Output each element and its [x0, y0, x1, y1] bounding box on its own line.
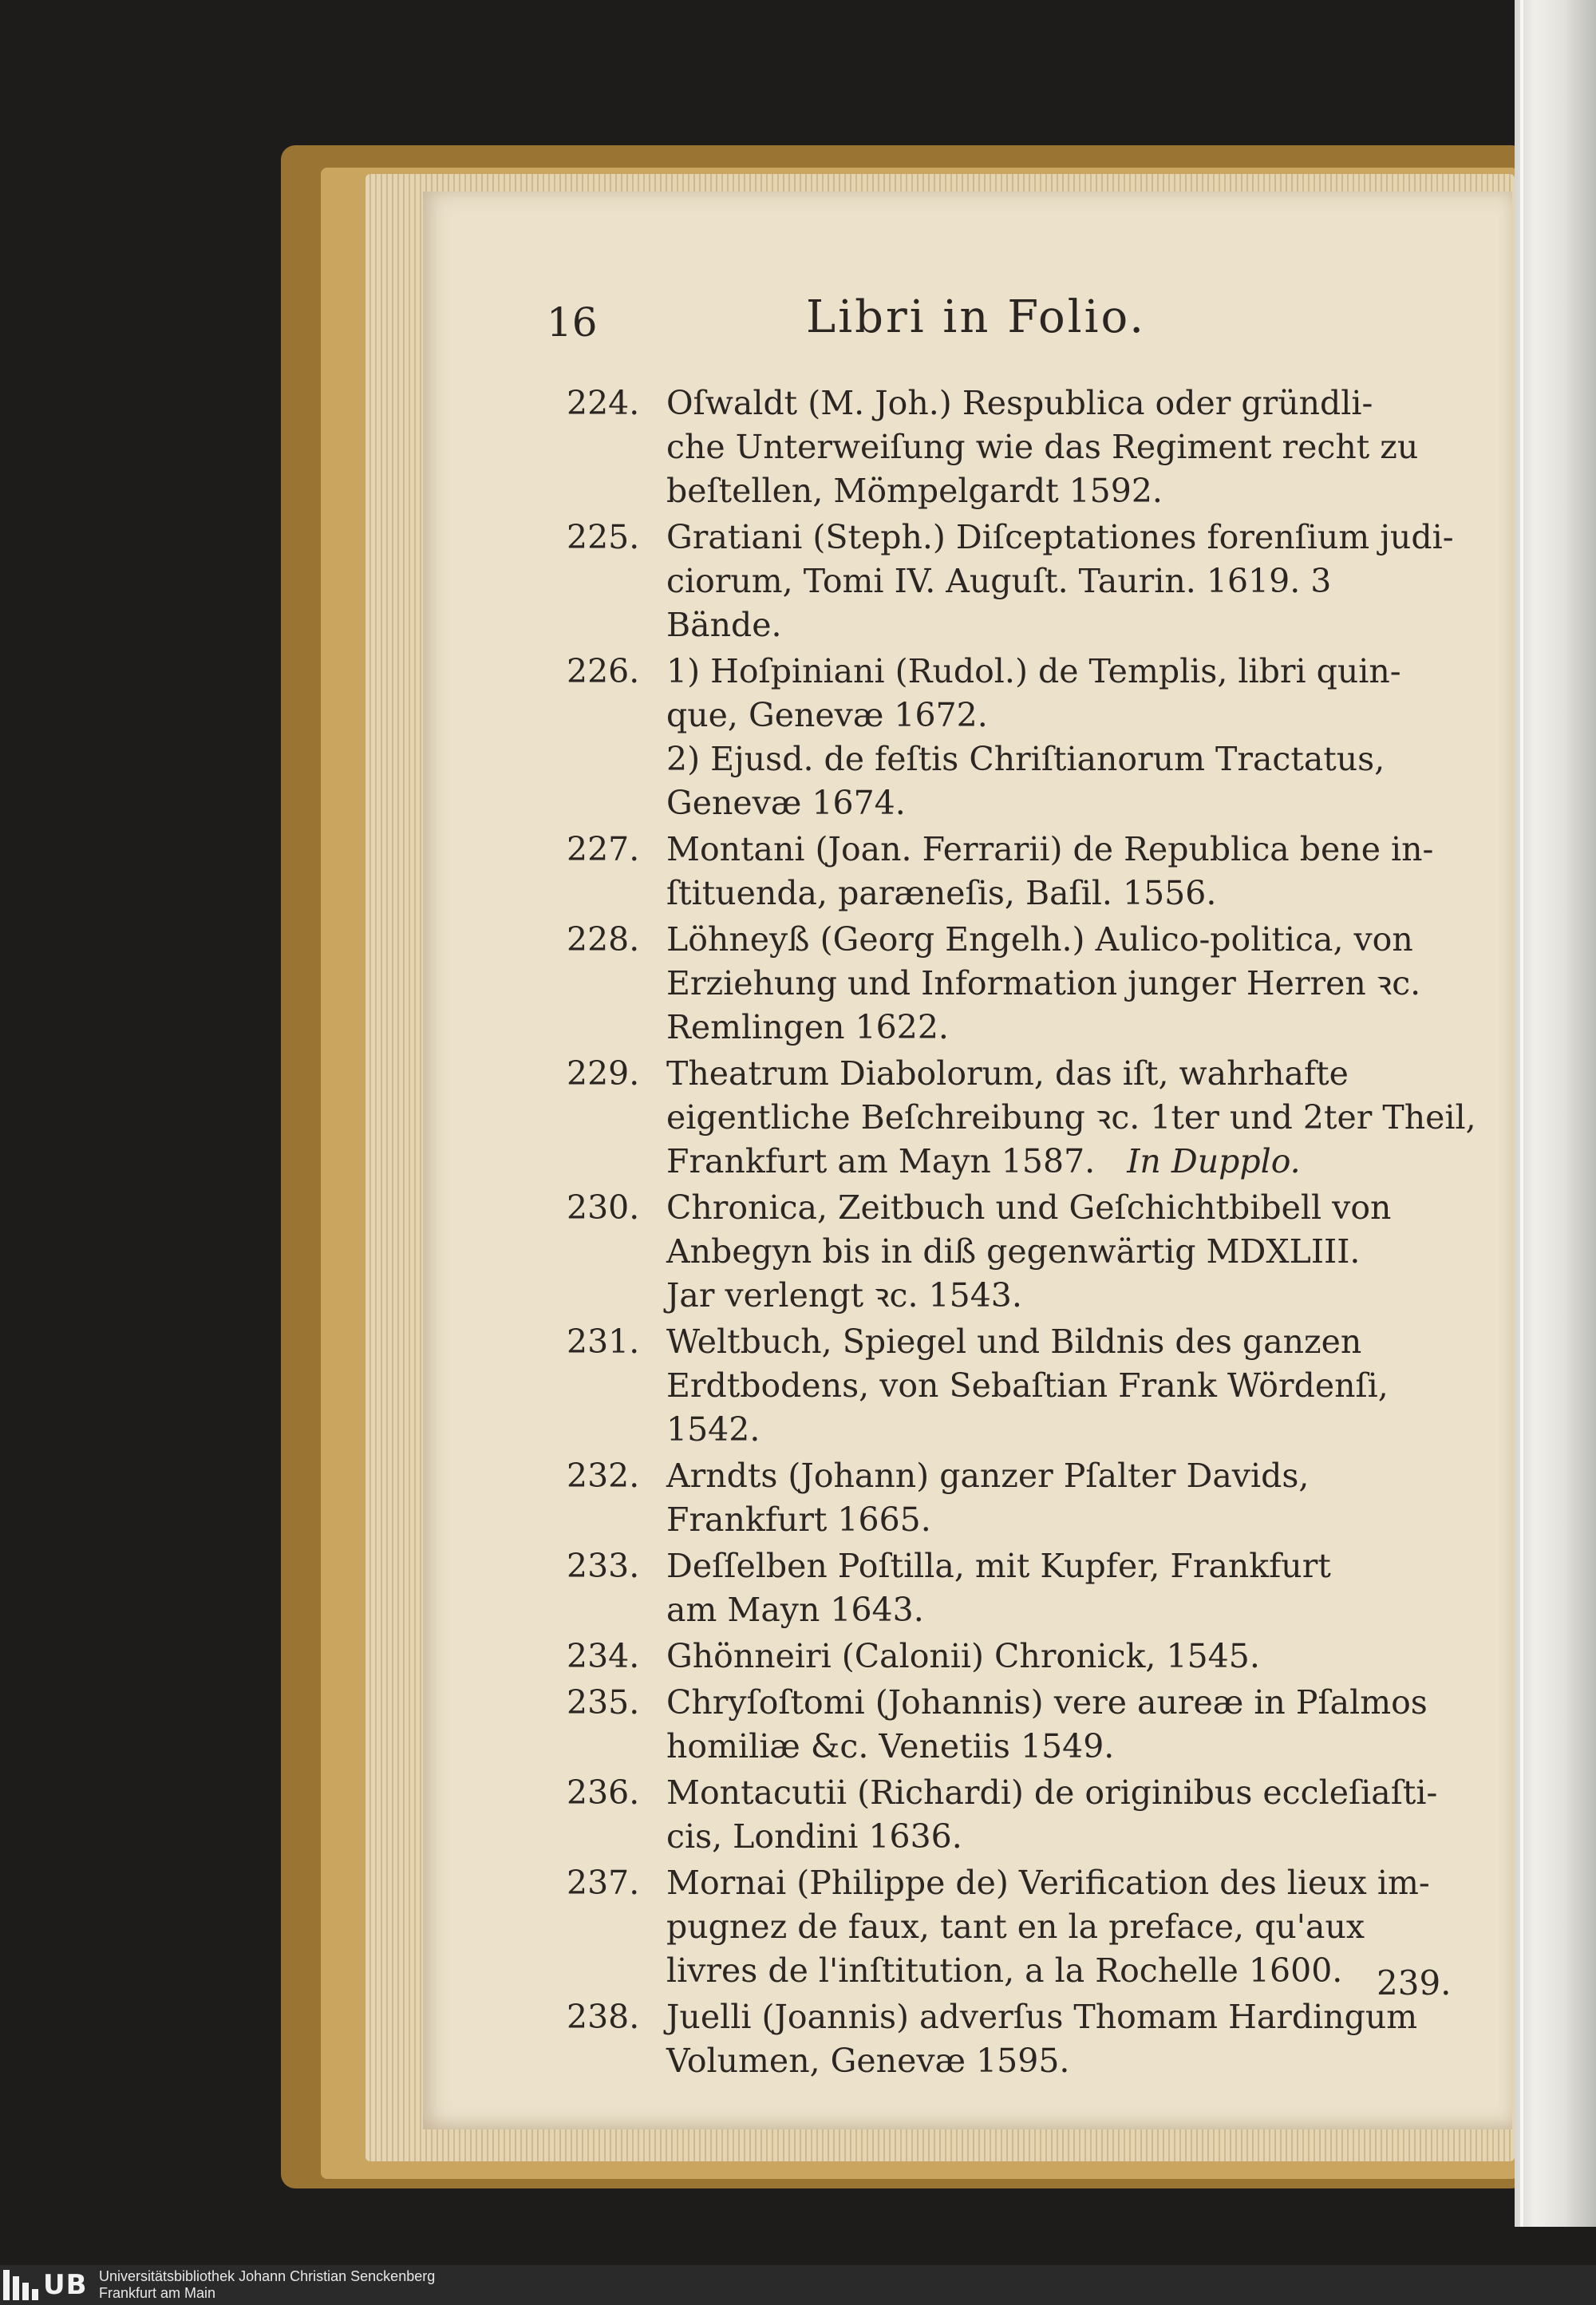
entry-line [666, 918, 1476, 962]
entry-line [666, 1681, 1476, 1725]
entry-line [666, 1815, 1476, 1859]
entry-line-text: Gratiani (Steph.) Diſceptationes forenſium judi- [666, 518, 1454, 556]
entry-number: 237. [567, 1864, 640, 1902]
entry-line [666, 1186, 1476, 1230]
entry-line-text: ciorum, Tomi IV. Auguſt. Taurin. 1619. 3 [666, 562, 1332, 600]
entry-number: 234. [567, 1637, 640, 1675]
entry-line [666, 781, 1476, 825]
entry-line-text: Bände. [666, 606, 782, 644]
page-title: Libri in Folio. [806, 291, 1147, 343]
entry-line [666, 559, 1476, 603]
entry-line [666, 1498, 1476, 1542]
ub-logo[interactable] [3, 2270, 88, 2300]
entry-number: 229. [567, 1054, 640, 1093]
entry-line-text: Weltbuch, Spiegel und Bildnis des ganzen [666, 1323, 1362, 1361]
entry-line-text: Genevæ 1674. [666, 784, 906, 822]
entry-number: 226. [567, 652, 640, 690]
entry-line-text: Anbegyn bis in diß gegenwärtig MDXLIII. [666, 1232, 1361, 1271]
entry-line-text: Chronica, Zeitbuch und Geſchichtbibell von [666, 1188, 1392, 1227]
catalog-entry [423, 828, 1476, 915]
entry-line [666, 1635, 1476, 1678]
entry-number: 232. [567, 1457, 640, 1495]
entry-line-text: que, Genevæ 1672. [666, 696, 988, 734]
entry-line-text: Volumen, Genevæ 1595. [666, 2042, 1070, 2080]
catalog-entry [423, 1681, 1476, 1769]
entry-note: In Dupplo. [1127, 1142, 1301, 1180]
entry-line-text: Chryſoſtomi (Johannis) vere aureæ in Pſalmos [666, 1683, 1428, 1722]
entry-line-text: Löhneyß (Georg Engelh.) Aulico-politica, von [666, 920, 1413, 959]
entry-number: 225. [567, 518, 640, 556]
entry-line [666, 2039, 1476, 2083]
catalog-entry [423, 1186, 1476, 1318]
entry-line-text: 2) Ejusd. de feſtis Chriſtianorum Tractatus, [666, 740, 1385, 778]
entry-line [666, 1140, 1476, 1184]
catalog-entry [423, 918, 1476, 1050]
entry-line-text: Theatrum Diabolorum, das iſt, wahrhafte [666, 1054, 1349, 1093]
entry-line-text: Deſſelben Poſtilla, mit Kupfer, Frankfurt [666, 1547, 1331, 1585]
catalog-entry [423, 650, 1476, 825]
institution-name [99, 2268, 435, 2302]
entry-line [666, 1771, 1476, 1815]
entry-line [666, 603, 1476, 647]
entry-line [666, 1588, 1476, 1632]
entry-number: 231. [567, 1323, 640, 1361]
running-head [423, 291, 1512, 363]
entry-line-text: Erziehung und Information junger Herren ꝛc. [666, 964, 1421, 1002]
entry-line-text: che Unterweiſung wie das Regiment recht zu [666, 428, 1419, 466]
entry-number: 236. [567, 1773, 640, 1812]
catalog-entries [423, 382, 1476, 2086]
entry-line [666, 1230, 1476, 1274]
entry-line [666, 1006, 1476, 1050]
entry-line [666, 382, 1476, 425]
entry-line-text: Montani (Joan. Ferrarii) de Republica bene in- [666, 830, 1434, 868]
entry-line [666, 872, 1476, 915]
entry-line-text: Frankfurt 1665. [666, 1500, 931, 1539]
entry-line [666, 650, 1476, 694]
entry-line [666, 469, 1476, 513]
entry-line-text: pugnez de faux, tant en la preface, qu'aux [666, 1908, 1365, 1946]
entry-number: 238. [567, 1998, 640, 2036]
entry-line-text: Montacutii (Richardi) de originibus eccleſiaſti- [666, 1773, 1438, 1812]
entry-line [666, 425, 1476, 469]
catalog-entry [423, 1544, 1476, 1632]
catchword: 239. [1377, 1963, 1452, 2003]
entry-line [666, 1995, 1476, 2039]
entry-line [666, 1544, 1476, 1588]
page-number: 16 [547, 299, 598, 346]
entry-number: 224. [567, 384, 640, 422]
facing-page-edge [1515, 0, 1596, 2227]
entry-line-text: Juelli (Joannis) adverſus Thomam Hardingum [666, 1998, 1418, 2036]
catalog-entry [423, 1635, 1476, 1678]
catalog-entry [423, 1771, 1476, 1859]
entry-number: 230. [567, 1188, 640, 1227]
catalog-entry [423, 1995, 1476, 2083]
institution-line-2: Frankfurt am Main [99, 2285, 216, 2301]
entry-line [666, 516, 1476, 559]
entry-line-text: 1) Hoſpiniani (Rudol.) de Templis, libri quin- [666, 652, 1401, 690]
entry-line-text: Ghönneiri (Calonii) Chronick, 1545. [666, 1637, 1260, 1675]
entry-line [666, 737, 1476, 781]
entry-line [666, 1949, 1476, 1993]
entry-line-text: livres de l'inſtitution, a la Rochelle 1600. [666, 1951, 1343, 1990]
catalog-entry [423, 516, 1476, 647]
entry-line-text: Remlingen 1622. [666, 1008, 949, 1046]
entry-line-text: Frankfurt am Mayn 1587. [666, 1142, 1096, 1180]
catalog-entry [423, 1052, 1476, 1184]
entry-line-text: Oſwaldt (M. Joh.) Respublica oder gründli- [666, 384, 1373, 422]
entry-line [666, 1320, 1476, 1364]
entry-line [666, 1408, 1476, 1452]
entry-number: 233. [567, 1547, 640, 1585]
entry-line-text: homiliæ &c. Venetiis 1549. [666, 1727, 1115, 1765]
catalog-entry [423, 1320, 1476, 1452]
entry-line [666, 1725, 1476, 1769]
entry-line [666, 1364, 1476, 1408]
institution-line-1: Universitätsbibliothek Johann Christian Senckenberg [99, 2268, 436, 2284]
entry-number: 228. [567, 920, 640, 959]
entry-line-text: ſtituenda, paræneſis, Baſil. 1556. [666, 874, 1217, 912]
entry-line-text: Erdtbodens, von Sebaſtian Frank Wördenſi, [666, 1366, 1389, 1405]
ub-logo-text: UB [43, 2269, 88, 2301]
entry-line [666, 1096, 1476, 1140]
entry-line-text: beſtellen, Mömpelgardt 1592. [666, 472, 1163, 510]
catalog-entry [423, 1861, 1476, 1993]
entry-line-text: Jar verlengt ꝛc. 1543. [666, 1276, 1022, 1315]
entry-line [666, 828, 1476, 872]
entry-line-text: eigentliche Beſchreibung ꝛc. 1ter und 2ter Theil, [666, 1098, 1476, 1137]
entry-line-text: cis, Londini 1636. [666, 1817, 962, 1856]
entry-line-text: am Mayn 1643. [666, 1591, 924, 1629]
footer-bar [0, 2265, 1596, 2305]
entry-line [666, 1454, 1476, 1498]
entry-line [666, 1905, 1476, 1949]
facing-page-highlight [1520, 0, 1523, 2227]
entry-line [666, 1052, 1476, 1096]
entry-line [666, 1861, 1476, 1905]
catalog-entry [423, 1454, 1476, 1542]
entry-line [666, 694, 1476, 737]
entry-line [666, 1274, 1476, 1318]
library-columns-icon [3, 2270, 38, 2300]
catalog-entry [423, 382, 1476, 513]
entry-line [666, 962, 1476, 1006]
entry-line-text: Arndts (Johann) ganzer Pſalter Davids, [666, 1457, 1310, 1495]
entry-number: 227. [567, 830, 640, 868]
entry-line-text: Mornai (Philippe de) Verification des lieux im- [666, 1864, 1430, 1902]
entry-number: 235. [567, 1683, 640, 1722]
entry-line-text: 1542. [666, 1410, 760, 1449]
